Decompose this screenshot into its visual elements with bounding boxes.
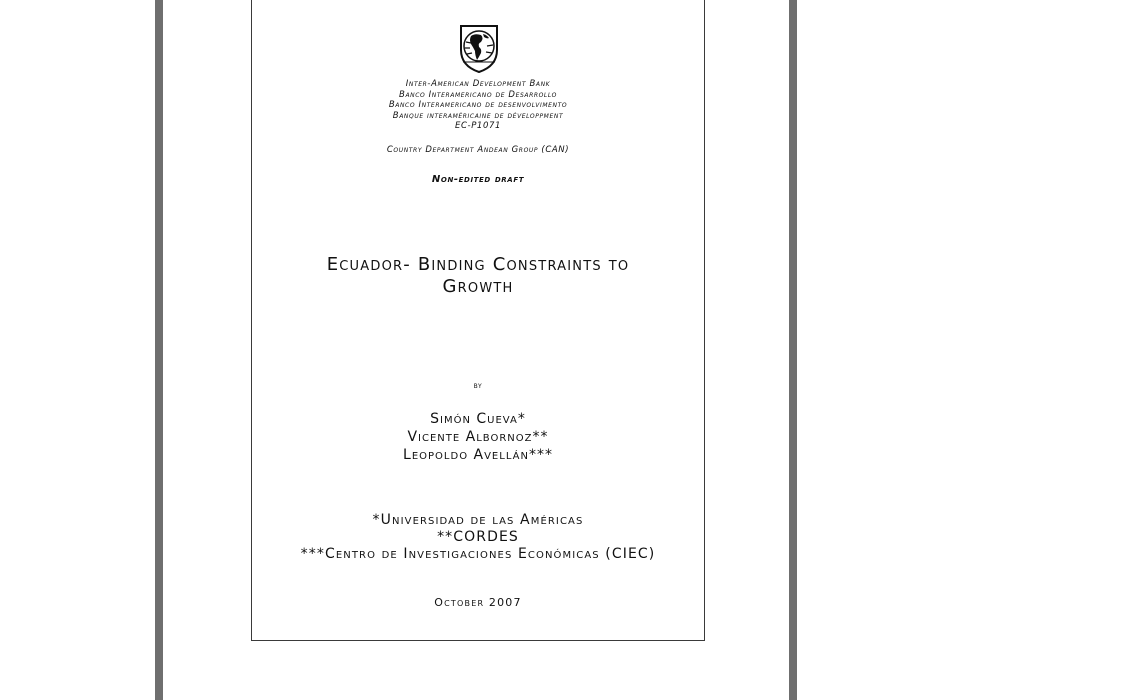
title-line: Ecuador- Binding Constraints to <box>326 254 630 275</box>
author-list <box>252 410 704 464</box>
author-name: Simón Cueva* <box>430 411 526 427</box>
publication-date: October 2007 <box>434 596 522 609</box>
author-name: Leopoldo Avellán*** <box>403 447 553 463</box>
affiliation-list <box>252 512 704 563</box>
by-label: by <box>473 381 483 391</box>
bank-name-en: Inter-American Development Bank <box>405 79 551 89</box>
affiliation: **CORDES <box>437 529 519 545</box>
bank-name-pt: Banco Interamericano de desenvolvimento <box>388 100 568 110</box>
idb-globe-logo-icon <box>457 22 501 74</box>
bank-name-es: Banco Interamericano de Desarrollo <box>399 89 557 100</box>
author-name: Vicente Albornoz** <box>407 429 549 445</box>
viewer-right-border <box>789 0 797 700</box>
department-line: Country Department Andean Group (CAN) <box>386 145 570 155</box>
cover-page <box>251 0 705 641</box>
document-title <box>272 254 684 298</box>
affiliation: *Universidad de las Américas <box>372 512 584 528</box>
document-code: EC-P1071 <box>455 121 501 131</box>
title-line: Growth <box>442 276 514 297</box>
affiliation: ***Centro de Investigaciones Económicas (CIEC) <box>300 546 656 562</box>
bank-name-fr: Banque interaméricaine de développment <box>392 110 564 121</box>
draft-label: Non-edited draft <box>431 174 525 185</box>
bank-names <box>252 79 704 132</box>
viewer-left-border <box>155 0 163 700</box>
